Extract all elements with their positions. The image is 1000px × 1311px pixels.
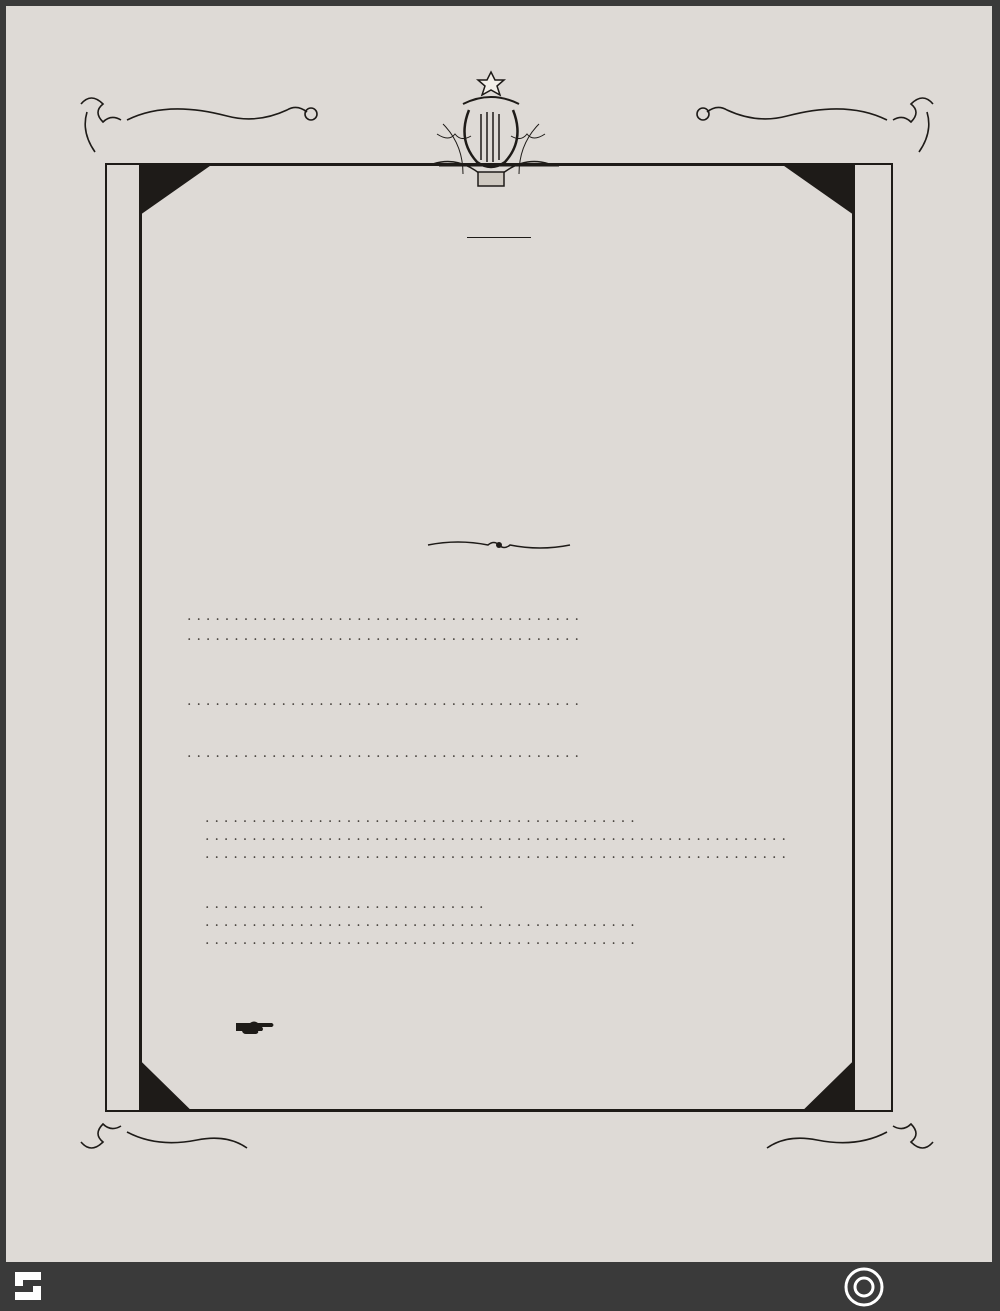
program-item-4: .......................................... bbox=[187, 745, 584, 761]
program-item-3: .......................................... bbox=[187, 693, 584, 709]
program-subitem: .............................................................. bbox=[205, 846, 791, 862]
concert-program-sheet bbox=[6, 6, 992, 1262]
dresdner-philharmonie-logo-icon bbox=[842, 1265, 886, 1309]
top-flourish-icon bbox=[67, 90, 947, 170]
ornament-divider-icon bbox=[426, 539, 572, 551]
program-subitem: .............................. bbox=[205, 896, 489, 912]
program-item-2: .......................................... bbox=[187, 628, 584, 644]
program-subitem: .............................................. bbox=[205, 914, 640, 930]
program-subitem: .............................................. bbox=[205, 810, 640, 826]
archive-footer bbox=[0, 1262, 1000, 1311]
program-subitem: .............................................. bbox=[205, 932, 640, 948]
pointing-hand-icon bbox=[234, 1018, 276, 1036]
slub-logo-icon bbox=[12, 1268, 46, 1304]
program-item-1: .......................................... bbox=[187, 608, 584, 624]
program-subitem: .............................................................. bbox=[205, 828, 791, 844]
divider bbox=[467, 237, 531, 238]
